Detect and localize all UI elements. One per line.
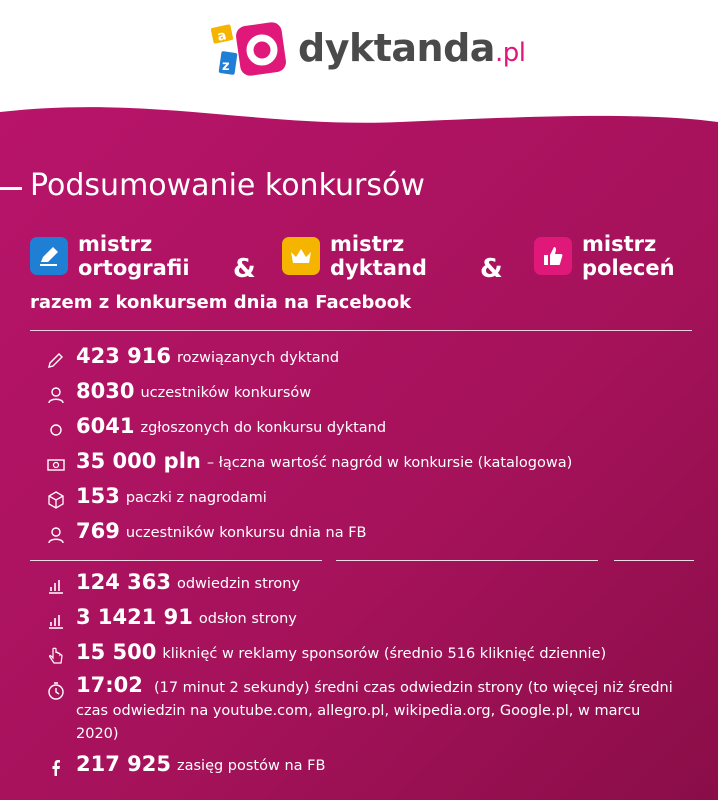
stat-row: 153 paczki z nagrodami xyxy=(46,484,267,510)
logo-text: dyktanda.pl xyxy=(298,26,526,70)
badge-mistrz-ortografii: mistrz ortografii xyxy=(30,232,190,280)
user-icon xyxy=(46,385,66,405)
click-icon xyxy=(46,646,66,666)
stat-row: 423 916 rozwiązanych dyktand xyxy=(46,344,339,370)
badge-mistrz-polecen: mistrz poleceń xyxy=(534,232,675,280)
stat-row: 769 uczestników konkursu dnia na FB xyxy=(46,519,367,545)
logo-icon xyxy=(210,18,292,80)
package-icon xyxy=(46,490,66,510)
stat-row: 3 1421 91 odsłon strony xyxy=(46,605,297,631)
divider xyxy=(30,330,692,331)
clock-icon xyxy=(46,681,66,701)
pencil-icon xyxy=(30,237,68,275)
circle-icon xyxy=(46,420,66,440)
pencil-icon xyxy=(46,350,66,370)
bar-chart-icon xyxy=(46,611,66,631)
facebook-icon xyxy=(46,758,66,778)
badge-mistrz-dyktand: mistrz dyktand xyxy=(282,232,427,280)
stat-row: 8030 uczestników konkursów xyxy=(46,379,311,405)
divider-segment xyxy=(336,560,598,561)
stat-row: 15 500 kliknięć w reklamy sponsorów (średnio 516 kliknięć dziennie) xyxy=(46,640,606,666)
thumbs-up-icon xyxy=(534,237,572,275)
divider-segment xyxy=(614,560,694,561)
stat-row: 17:02 (17 minut 2 sekundy) średni czas odwiedzin strony (to więcej niż średni czas odwiedzin na youtube.com, allegro.pl, wikipedia.org, Google.pl, w marcu 2020) xyxy=(46,675,686,745)
svg-text:a: a xyxy=(216,28,228,45)
stat-row: 124 363 odwiedzin strony xyxy=(46,570,300,596)
ampersand: & xyxy=(480,254,503,284)
svg-text:z: z xyxy=(222,59,230,74)
money-icon xyxy=(46,455,66,475)
title-dash xyxy=(0,187,22,190)
ampersand: & xyxy=(233,254,256,284)
divider-segment xyxy=(30,560,322,561)
stat-row: 35 000 pln – łączna wartość nagród w konkursie (katalogowa) xyxy=(46,449,572,475)
logo[interactable] xyxy=(210,18,530,78)
user-icon xyxy=(46,525,66,545)
subtitle: razem z konkursem dnia na Facebook xyxy=(30,292,412,313)
stat-row: 217 925 zasięg postów na FB xyxy=(46,752,325,778)
crown-icon xyxy=(282,237,320,275)
stat-row: 6041 zgłoszonych do konkursu dyktand xyxy=(46,414,386,440)
bar-chart-icon xyxy=(46,576,66,596)
